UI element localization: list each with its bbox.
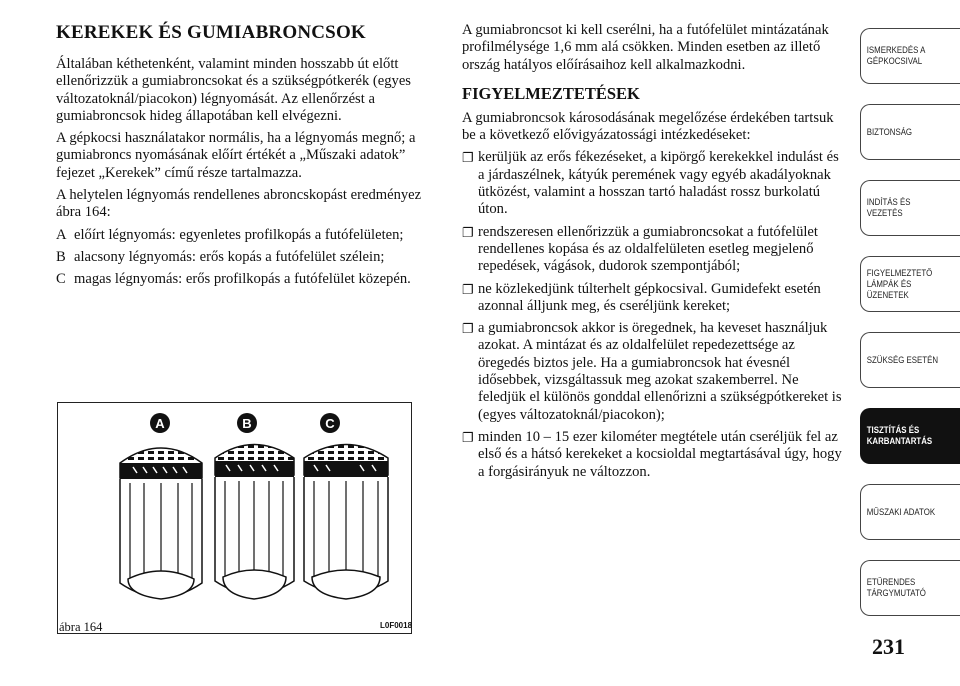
tyre-c-drawing [304,445,388,600]
bullet-item [462,320,847,424]
tab-label: ETŰRENDES TÁRGYMUTATÓ [866,577,926,599]
item-text: alacsony légnyomás: erős kopás a futófelület szélein; [74,248,385,265]
tab-szukseg[interactable] [860,332,960,388]
tab-label: BIZTONSÁG [866,126,913,138]
figure-caption: ábra 164 [59,620,103,634]
checkbox-bullet-icon: ❐ [462,429,474,445]
tab-targymutato[interactable] [860,560,960,616]
label-b-text: B [242,416,252,431]
item-letter: C [56,271,66,288]
left-column [56,22,441,294]
bullet-item [462,224,847,276]
bullet-text: rendszeresen ellenőrizzük a gumiabroncsokat a futófelület rendellenes kopása és az oldalfelületen esetleg megjelenő repedések, vágások, dudorok szempontjából; [478,223,818,275]
bullet-text: ne közlekedjünk túlterhelt gépkocsival. Gumidefekt esetén azonnal álljunk meg, és cseréljünk kereket; [478,280,821,314]
checkbox-bullet-icon: ❐ [462,224,474,240]
tab-label: MŰSZAKI ADATOK [866,506,936,518]
paragraph: A helytelen légnyomás rendellenes abroncskopást eredményez ábra 164: [56,187,422,221]
bullet-text: minden 10 – 15 ezer kilométer megtétele után cseréljük fel az első és a hátsó kerekeket a kocsioldal megtartásával úgy, hogy a forgásirányuk ne változzon. [478,428,842,480]
tab-label: FIGYELMEZTETŐ LÁMPÁK ÉS ÜZENETEK [866,267,933,301]
bullet-text: a gumiabroncsok akkor is öregednek, ha keveset használjuk azokat. A mintázat és az oldalfelület repedezettsége az öregedés biztos jele. Ha a gumiabroncsok hat évesnél idősebbek, vizsgáltassuk meg azokat szakemberrel. Ne feledjük el különös gonddal ellenőrizni a szükségpótkereket is (egyes változatoknál/piacokon); [478,320,842,423]
tab-label: SZÜKSÉG ESETÉN [866,354,939,366]
item-text: előírt légnyomás: egyenletes profilkopás a futófelületen; [74,226,404,243]
lettered-item-c [56,271,441,288]
right-column [462,22,847,486]
bullet-item [462,281,847,316]
tyre-b-drawing [215,445,294,600]
label-a [150,413,170,433]
page-number: 231 [872,634,905,659]
tyre-wear-figure [57,402,412,634]
item-letter: B [56,248,66,265]
checkbox-bullet-icon: ❐ [462,281,474,297]
label-c [320,413,340,433]
warning-intro: A gumiabroncsok károsodásának megelőzése érdekében tartsuk be a következő elővigyázatossági intézkedéseket: [462,109,834,144]
warning-heading: FIGYELMEZTETÉSEK [462,83,640,103]
figure-code: L0F0018 [380,621,413,630]
tab-tisztitas[interactable] [860,408,960,464]
bullet-text: kerüljük az erős fékezéseket, a kipörgő kerekekkel indulást és a járdaszélnek, kátyúk peremének vagy egyéb akadályoknak ütközést, valamint a hosszan tartó haladást rossz burkolatú úton. [478,149,839,218]
tab-label: ISMERKEDÉS A GÉPKOCSIVAL [866,45,925,67]
label-c-text: C [325,416,335,431]
section-heading: KEREKEK ÉS GUMIABRONCSOK [56,22,366,43]
lettered-item-a [56,227,441,244]
bullet-item [462,149,847,218]
paragraph: A gumiabroncsot ki kell cserélni, ha a futófelület mintázatának profilmélysége 1,6 mm alá csökken. Minden esetben az illető ország hatályos előírásaihoz kell alkalmazkodni. [462,22,829,73]
paragraph: A gépkocsi használatakor normális, ha a légnyomás megnő; a gumiabroncs nyomásának előírt értékét a „Műszaki adatok” fejezet „Kerekek” című része tartalmazza. [56,130,416,181]
item-text: magas légnyomás: erős profilkopás a futófelület közepén. [74,271,411,288]
tab-inditas[interactable] [860,180,960,236]
tab-label: TISZTÍTÁS ÉS KARBANTARTÁS [866,425,933,447]
label-b [237,413,257,433]
bullet-item [462,429,847,481]
tab-figyelmezteto[interactable] [860,256,960,312]
tyre-illustration [58,403,413,635]
tab-muszaki[interactable] [860,484,960,540]
paragraph: Általában kéthetenként, valamint minden hosszabb út előtt ellenőrizzük a gumiabroncsokat és a szükségpótkerék (egyes változatoknál/piacokon) légnyomását. Az ellenőrzést a gumiabroncsok hideg állapotában kell elvégezni. [56,56,411,124]
lettered-item-b [56,249,441,266]
tab-biztonsag[interactable] [860,104,960,160]
tyre-a-drawing [120,448,202,599]
label-a-text: A [155,416,165,431]
checkbox-bullet-icon: ❐ [462,150,474,166]
chapter-tabs [860,28,960,638]
checkbox-bullet-icon: ❐ [462,321,474,337]
item-letter: A [56,226,67,243]
tab-ismerkedes[interactable] [860,28,960,84]
tab-label: INDÍTÁS ÉS VEZETÉS [866,197,911,219]
